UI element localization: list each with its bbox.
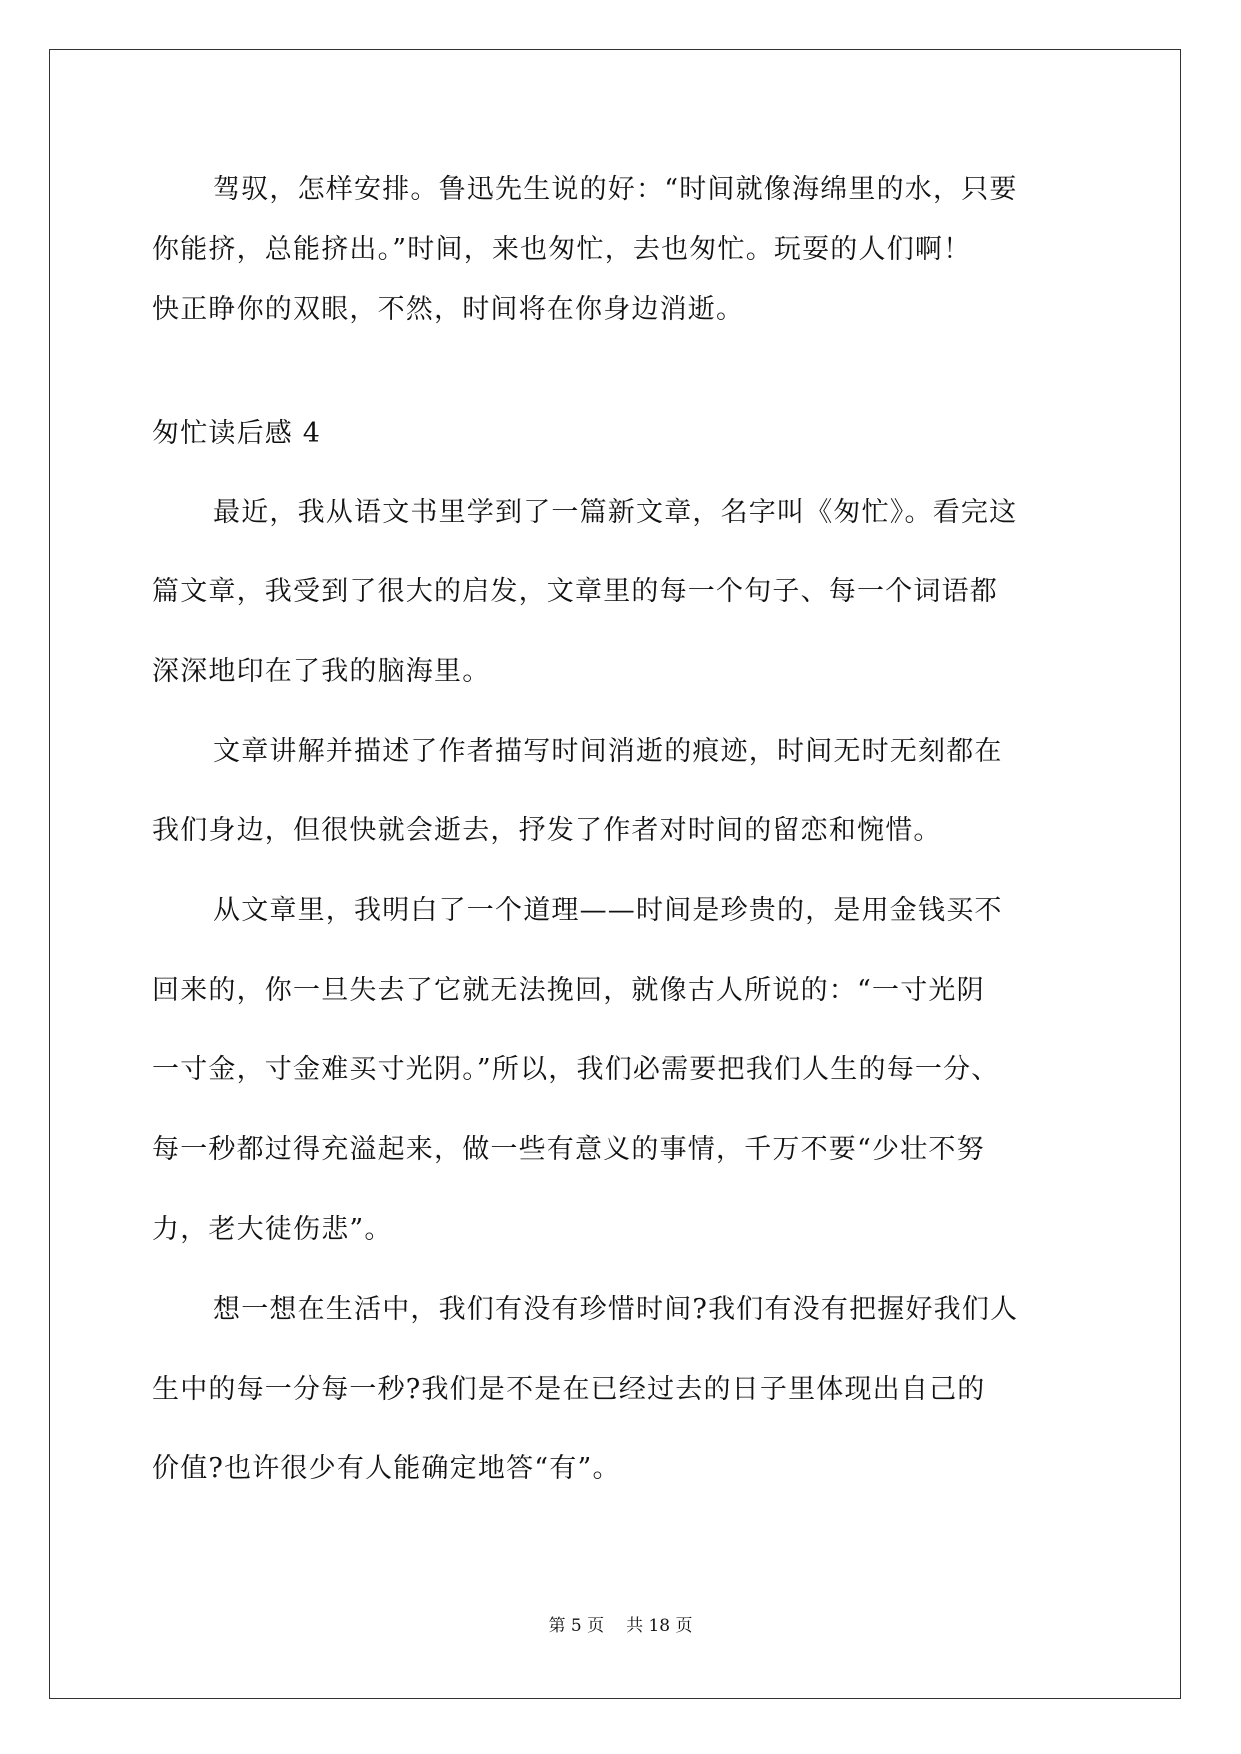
paragraph-line: 驾驭，怎样安排。鲁迅先生说的好：“时间就像海绵里的水，只要 [213, 174, 1018, 205]
paragraph-line: 文章讲解并描述了作者描写时间消逝的痕迹，时间无时无刻都在 [213, 736, 1003, 767]
paragraph-line: 深深地印在了我的脑海里。 [152, 656, 491, 687]
paragraph-line: 从文章里，我明白了一个道理——时间是珍贵的，是用金钱买不 [213, 895, 1003, 926]
paragraph-line: 力，老大徒伤悲”。 [152, 1214, 393, 1245]
paragraph-line: 价值?也许很少有人能确定地答“有”。 [152, 1453, 621, 1484]
paragraph-line: 快正睁你的双眼，不然，时间将在你身边消逝。 [152, 294, 745, 325]
paragraph-line: 回来的，你一旦失去了它就无法挽回，就像古人所说的：“一寸光阴 [152, 975, 985, 1006]
paragraph-line: 每一秒都过得充溢起来，做一些有意义的事情，千万不要“少壮不努 [152, 1134, 985, 1165]
paragraph-line: 一寸金，寸金难买寸光阴。”所以，我们必需要把我们人生的每一分、 [152, 1054, 1000, 1085]
paragraph-line: 你能挤，总能挤出。”时间，来也匆忙，去也匆忙。玩耍的人们啊！ [152, 234, 972, 265]
page-footer [0, 1614, 1241, 1638]
paragraph-line: 我们身边，但很快就会逝去，抒发了作者对时间的留恋和惋惜。 [152, 815, 942, 846]
paragraph-line: 生中的每一分每一秒?我们是不是在已经过去的日子里体现出自己的 [152, 1374, 986, 1405]
section-heading: 匆忙读后感 4 [152, 418, 322, 449]
paragraph-line: 最近，我从语文书里学到了一篇新文章，名字叫《匆忙》。看完这 [213, 497, 1018, 528]
page-total: 共 18 页 [626, 1616, 693, 1636]
paragraph-line: 想一想在生活中，我们有没有珍惜时间?我们有没有把握好我们人 [213, 1294, 1019, 1325]
paragraph-line: 篇文章，我受到了很大的启发，文章里的每一个句子、每一个词语都 [152, 576, 998, 607]
page-number: 第 5 页 [548, 1616, 605, 1636]
